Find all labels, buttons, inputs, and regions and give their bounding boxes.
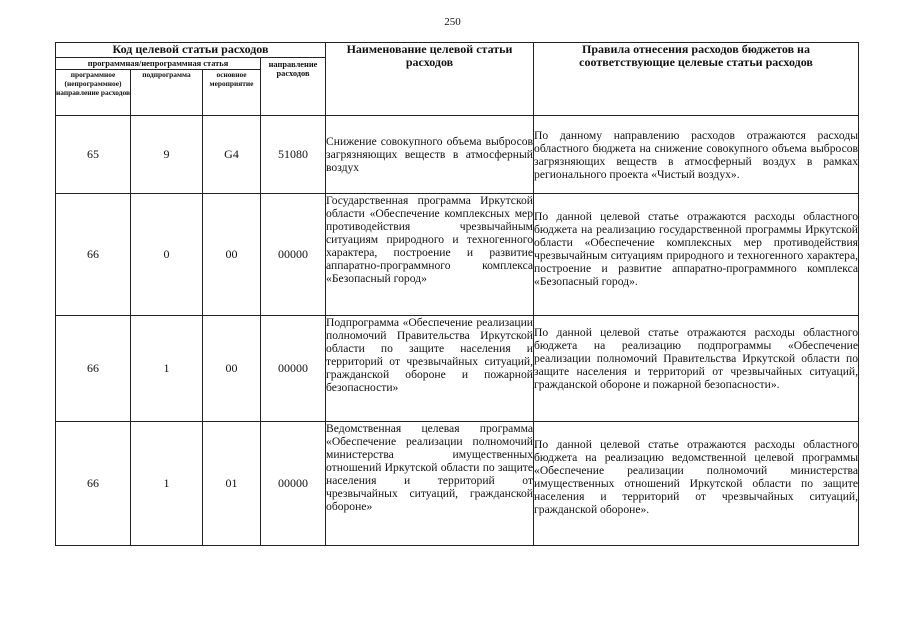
rules-column-header: Правила отнесения расходов бюджетов на соответствующие целевые статьи расходов — [534, 43, 859, 116]
name-column-header: Наименование целевой статьи расходов — [326, 43, 534, 116]
program-group-header: программная/непрограммная статья — [56, 58, 261, 70]
expense-name-cell: Ведомственная целевая программа «Обеспечение реализации полномочий министерства имущественных отношений Иркутской области по защите населения и территорий от чрезвычайных ситуаций, гражданской обороне» — [326, 422, 534, 546]
direction-column-header: направление расходов — [261, 58, 326, 116]
direction-code-cell: 00000 — [261, 194, 326, 316]
expense-name-cell: Подпрограмма «Обеспечение реализации полномочий Правительства Иркутской области по защите населения и территорий от чрезвычайных ситуаций, гражданской обороне и пожарной безопасности» — [326, 316, 534, 422]
expense-rule-cell: По данной целевой статье отражаются расходы областного бюджета на реализацию ведомственной целевой программы «Обеспечение реализации полномочий министерства имущественных отношений Иркутской области по защите населения и территорий от чрезвычайных ситуаций, гражданской обороне». — [534, 422, 859, 546]
subprogram-code-cell: 1 — [131, 316, 203, 422]
subprogram-code-cell: 1 — [131, 422, 203, 546]
subprogram-column-header: подпрограмма — [131, 70, 203, 116]
expense-rule-cell: По данной целевой статье отражаются расходы областного бюджета на реализацию государственной программы Иркутской области «Обеспечение комплексных мер противодействия чрезвычайным ситуациям природного и техногенного характера, построение и развитие аппаратно-программного комплекса «Безопасный город». — [534, 194, 859, 316]
program-column-header: программное (непрограммное) направление расходов — [56, 70, 131, 116]
program-code-cell: 65 — [56, 116, 131, 194]
event-column-header: основное мероприятие — [203, 70, 261, 116]
page-number: 250 — [444, 16, 461, 28]
event-code-cell: 00 — [203, 194, 261, 316]
program-code-cell: 66 — [56, 194, 131, 316]
code-group-header: Код целевой статьи расходов — [56, 43, 326, 58]
subprogram-code-cell: 0 — [131, 194, 203, 316]
event-code-cell: 00 — [203, 316, 261, 422]
table-row — [56, 194, 859, 316]
direction-code-cell: 00000 — [261, 422, 326, 546]
program-code-cell: 66 — [56, 422, 131, 546]
table-row — [56, 316, 859, 422]
event-code-cell: 01 — [203, 422, 261, 546]
expense-name-cell: Государственная программа Иркутской области «Обеспечение комплексных мер противодействия чрезвычайным ситуациям природного и техногенного характера, построение и развитие аппаратно-программного комплекса «Безопасный город» — [326, 194, 534, 316]
budget-classification-table — [55, 42, 859, 546]
program-code-cell: 66 — [56, 316, 131, 422]
expense-rule-cell: По данному направлению расходов отражаются расходы областного бюджета на снижение совокупного объема выбросов загрязняющих веществ в атмосферный воздух в рамках регионального проекта «Чистый воздух». — [534, 116, 859, 194]
expense-rule-cell: По данной целевой статье отражаются расходы областного бюджета на реализацию подпрограммы «Обеспечение реализации полномочий Правительства Иркутской области по защите населения и территорий от чрезвычайных ситуаций, гражданской обороне и пожарной безопасности». — [534, 316, 859, 422]
table-row — [56, 116, 859, 194]
event-code-cell: G4 — [203, 116, 261, 194]
expense-name-cell: Снижение совокупного объема выбросов загрязняющих веществ в атмосферный воздух — [326, 116, 534, 194]
direction-code-cell: 51080 — [261, 116, 326, 194]
subprogram-code-cell: 9 — [131, 116, 203, 194]
table-row — [56, 422, 859, 546]
direction-code-cell: 00000 — [261, 316, 326, 422]
